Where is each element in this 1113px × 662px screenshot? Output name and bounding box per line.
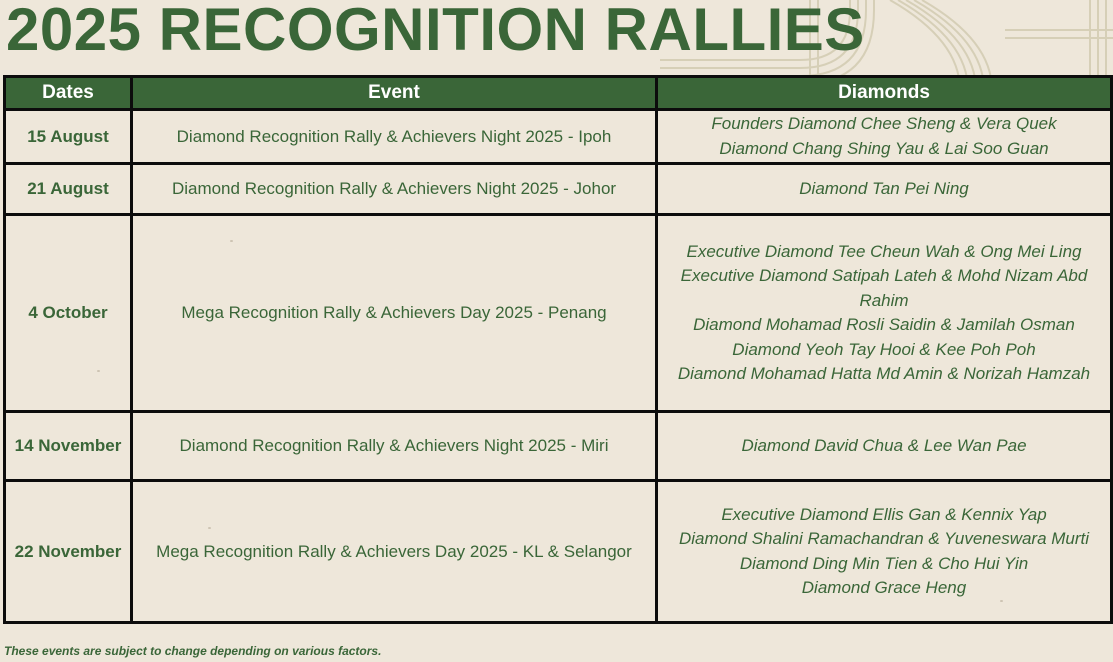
diamond-name: Executive Diamond Satipah Lateh & Mohd Nizam Abd Rahim [680,266,1088,310]
page-title: 2025 RECOGNITION RALLIES [6,0,865,63]
diamond-name: Diamond Mohamad Hatta Md Amin & Norizah Hamzah [677,364,1091,383]
event-cell: Diamond Recognition Rally & Achievers Night 2025 - Johor [132,164,657,215]
column-header-diamonds: Diamonds [657,77,1112,110]
rallies-table [3,75,1113,624]
date-cell: 21 August [5,164,132,215]
diamonds-cell [657,481,1112,623]
diamonds-cell [657,412,1112,481]
diamond-name: Diamond Ding Min Tien & Cho Hui Yin [739,553,1029,573]
diamond-name: Founders Diamond Chee Sheng & Vera Quek [711,114,1057,133]
date-cell: 14 November [5,412,132,481]
date-cell: 15 August [5,110,132,164]
date-cell: 22 November [5,481,132,623]
table-header-row [5,77,1112,110]
diamond-name: Diamond Chang Shing Yau & Lai Soo Guan [719,138,1049,158]
diamonds-cell [657,215,1112,412]
diamonds-cell [657,110,1112,164]
column-header-dates: Dates [5,77,132,110]
table-row [5,481,1112,623]
table-row [5,110,1112,164]
event-cell: Mega Recognition Rally & Achievers Day 2025 - KL & Selangor [132,481,657,623]
diamond-name: Executive Diamond Ellis Gan & Kennix Yap [721,504,1047,524]
diamond-name: Executive Diamond Tee Cheun Wah & Ong Mei Ling [686,241,1082,261]
diamonds-cell [657,164,1112,215]
event-cell: Diamond Recognition Rally & Achievers Night 2025 - Ipoh [132,110,657,164]
diamond-name: Diamond Grace Heng [801,578,967,597]
table-row [5,412,1112,481]
table-row [5,215,1112,412]
table-row [5,164,1112,215]
diamond-name: Diamond David Chua & Lee Wan Pae [741,435,1027,455]
event-cell: Mega Recognition Rally & Achievers Day 2025 - Penang [132,215,657,412]
footnote: These events are subject to change depending on various factors. [4,644,382,658]
column-header-event: Event [132,77,657,110]
date-cell: 4 October [5,215,132,412]
diamond-name: Diamond Mohamad Rosli Saidin & Jamilah Osman [693,315,1075,334]
diamond-name: Diamond Shalini Ramachandran & Yuveneswara Murti [678,529,1090,548]
diamond-name: Diamond Yeoh Tay Hooi & Kee Poh Poh [732,339,1036,359]
diamond-name: Diamond Tan Pei Ning [799,178,969,198]
event-cell: Diamond Recognition Rally & Achievers Night 2025 - Miri [132,412,657,481]
